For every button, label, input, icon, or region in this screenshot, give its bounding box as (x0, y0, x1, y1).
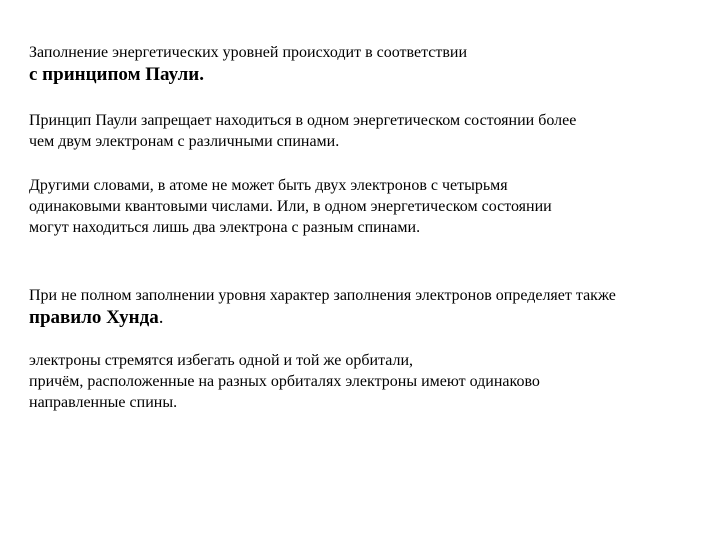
pauli-definition-paragraph (29, 110, 699, 152)
hund-definition-line-1: электроны стремятся избегать одной и той же орбитали, (29, 352, 414, 369)
pauli-principle-heading: с принципом Паули. (29, 64, 204, 85)
hund-definition-paragraph (29, 350, 699, 413)
quantum-numbers-line-1: Другими словами, в атоме не может быть двух электронов с четырьмя (29, 177, 508, 194)
hund-definition-line-3: направленные спины. (29, 394, 178, 411)
hund-rule-period: . (158, 307, 164, 328)
pauli-intro-paragraph (29, 42, 699, 87)
pauli-definition-line-1: Принцип Паули запрещает находиться в одном энергетическом состоянии более (29, 112, 577, 129)
pauli-definition-line-2: чем двум электронам с различными спинами. (29, 133, 340, 150)
quantum-numbers-line-2: одинаковыми квантовыми числами. Или, в одном энергетическом состоянии (29, 198, 552, 215)
hund-definition-line-2: причём, расположенные на разных орбиталях электроны имеют одинаково (29, 373, 540, 390)
hund-intro-paragraph (29, 285, 699, 330)
pauli-intro-line-1: Заполнение энергетических уровней происходит в соответствии (29, 44, 468, 61)
hund-intro-line-1: При не полном заполнении уровня характер заполнения электронов определяет также (29, 287, 616, 304)
quantum-numbers-line-3: могут находиться лишь два электрона с разным спинами. (29, 219, 421, 236)
hund-rule-heading: правило Хунда (29, 307, 159, 328)
quantum-numbers-paragraph (29, 175, 699, 238)
hund-rule-line (29, 306, 699, 330)
